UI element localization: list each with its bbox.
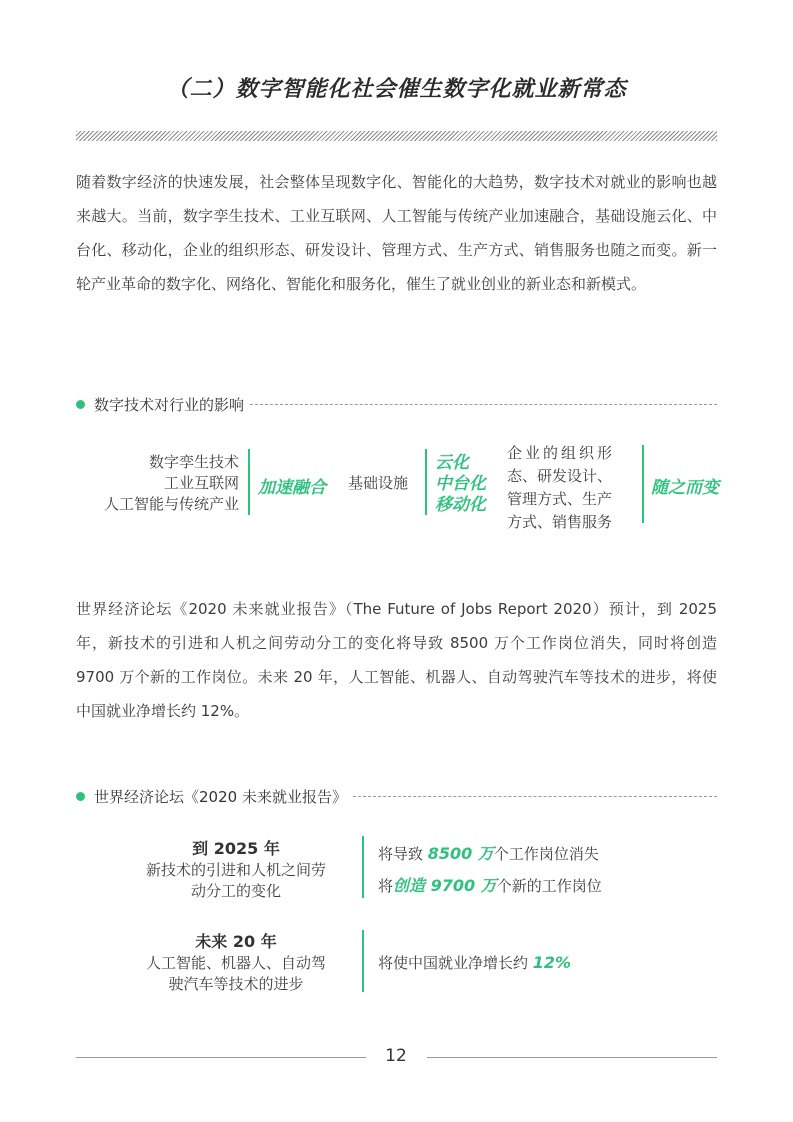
text-prefix: 将	[378, 877, 394, 895]
report-paragraph: 世界经济论坛《2020 未来就业报告》（The Future of Jobs Report 2020）预计，到 2025 年，新技术的引进和人机之间劳动分工的变化将导致 8500 万个工作岗位消失，同时将创造 9700 万个新的工作岗位。未来 20 年，人工智能、机器人、自动驾驶汽车等技术的进步，将使中国就业净增长约 12%。	[76, 600, 717, 720]
row-title: 未来 20 年	[195, 932, 277, 951]
row-desc: 动分工的变化	[190, 882, 281, 900]
tech-item: 人工智能与传统产业	[103, 495, 239, 513]
row-2025-line1	[378, 843, 599, 865]
highlight-12pct: 12%	[532, 953, 572, 972]
title-hatch-divider	[76, 131, 717, 141]
bullet-dot-icon	[76, 792, 85, 801]
section-heading-label: 世界经济论坛《2020 未来就业报告》	[94, 787, 347, 806]
footer-rule-right	[427, 1057, 717, 1058]
accel-fusion-label: 加速融合	[258, 478, 326, 498]
text-prefix: 将导致	[378, 845, 428, 863]
change-label: 随之而变	[651, 478, 719, 498]
highlight-9700: 创造 9700 万	[393, 876, 497, 895]
text-suffix: 个工作岗位消失	[493, 845, 599, 863]
org-item: 管理方式、生产	[507, 490, 613, 508]
bullet-dot-icon	[76, 400, 85, 409]
green-divider	[642, 445, 644, 523]
row-desc: 人工智能、机器人、自动驾	[145, 954, 326, 972]
org-list	[507, 442, 635, 534]
infra-label: 基础设施	[348, 474, 409, 492]
tech-item: 数字孪生技术	[148, 453, 239, 471]
row-desc: 新技术的引进和人机之间劳	[145, 861, 326, 879]
footer-rule-left	[76, 1057, 366, 1058]
row-desc: 驶汽车等技术的进步	[168, 975, 304, 993]
cloud-item: 云化	[435, 453, 469, 473]
intro-paragraph: 随着数字经济的快速发展，社会整体呈现数字化、智能化的大趋势，数字技术对就业的影响也越来越大。当前，数字孪生技术、工业互联网、人工智能与传统产业加速融合，基础设施云化、中台化、移动化，企业的组织形态、研发设计、管理方式、生产方式、销售服务也随之而变。新一轮产业革命的数字化、网络化、智能化和服务化，催生了就业创业的新业态和新模式。	[76, 173, 717, 293]
tech-list	[76, 452, 239, 515]
cloud-item: 中台化	[435, 474, 486, 494]
row-2025-line2	[378, 875, 602, 897]
row-2025-left	[120, 838, 352, 902]
row-20yr-left	[120, 931, 352, 995]
cloud-item: 移动化	[435, 495, 486, 515]
row-20yr-line1	[378, 952, 571, 974]
row-title: 到 2025 年	[192, 839, 280, 858]
tech-item: 工业互联网	[163, 474, 239, 492]
green-divider	[362, 836, 364, 898]
text-suffix: 个新的工作岗位	[496, 877, 602, 895]
page-title: （二）数字智能化社会催生数字化就业新常态	[166, 77, 627, 102]
org-item: 态、研发设计、	[507, 467, 613, 485]
section-heading-impact	[76, 392, 717, 416]
green-divider	[362, 930, 364, 992]
org-item: 方式、销售服务	[507, 513, 613, 531]
green-divider	[425, 449, 427, 515]
highlight-8500: 8500 万	[427, 844, 494, 863]
text-prefix: 将使中国就业净增长约	[378, 954, 533, 972]
page-number: 12	[385, 1046, 407, 1066]
section-heading-report	[76, 784, 717, 808]
section-heading-label: 数字技术对行业的影响	[94, 395, 245, 414]
org-item: 企业的组织形	[507, 444, 616, 462]
cloud-list	[435, 453, 486, 516]
green-divider	[248, 449, 250, 515]
dashed-rule	[250, 404, 717, 405]
dashed-rule	[353, 796, 717, 797]
